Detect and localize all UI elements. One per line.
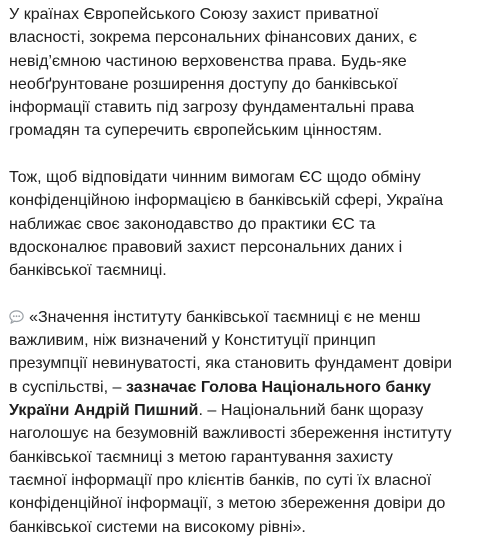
- text-line: [9, 306, 480, 329]
- speaker-attribution: зазначає Голова Національного банку: [125, 377, 432, 396]
- paragraph-ukraine-legislation: [9, 166, 480, 282]
- text-line: важливим, ніж визначений у Конституції принцип: [9, 331, 376, 350]
- text-line: інформації ставить під загрозу фундаментальні права: [9, 98, 415, 117]
- text-line: вдосконалює правовий захист персональних даних і: [9, 237, 403, 256]
- text-line: наголошує на безумовній важливості збереження інституту: [9, 424, 452, 443]
- text-line: конфіденційної інформації, з метою збереження довіри до: [9, 494, 446, 513]
- text-line: конфіденційною інформацією в банківській сфері, Україна: [9, 191, 444, 210]
- text-line: таємної інформації про клієнтів банків, по суті їх власної: [9, 470, 432, 489]
- text-line: необґрунтоване розширення доступу до банківської: [9, 74, 398, 93]
- text-line: [9, 399, 480, 422]
- paragraph-spacer: [9, 143, 480, 166]
- text-line: власності, зокрема персональних фінансових даних, є: [9, 28, 417, 47]
- quote-text: «Значення інституту банківської таємниці є не менш: [29, 307, 421, 326]
- paragraph-quote: [9, 306, 480, 539]
- quote-text: . – Національний банк щоразу: [198, 401, 424, 420]
- text-line: банківської таємниці.: [9, 261, 167, 280]
- text-line: невід’ємною частиною верховенства права. Будь-яке: [9, 51, 407, 70]
- text-line: банківської таємниці з метою гарантування захисту: [9, 447, 393, 466]
- paragraph-eu-privacy: [9, 3, 480, 143]
- text-line: презумпції невинуватості, яка становить фундамент довіри: [9, 354, 453, 373]
- text-line: громадян та суперечить європейським цінностям.: [9, 121, 383, 140]
- text-line: наближає своє законодавство до практики ЄС та: [9, 214, 376, 233]
- text-line: банківської системи на високому рівні».: [9, 517, 306, 536]
- text-line: Тож, щоб відповідати чинним вимогам ЄС щодо обміну: [9, 168, 421, 187]
- quote-text: в суспільстві, –: [9, 377, 126, 396]
- paragraph-spacer: [9, 283, 480, 306]
- text-line: У країнах Європейського Союзу захист приватної: [9, 5, 379, 23]
- speaker-name: України Андрій Пишний: [9, 401, 199, 420]
- text-line: [9, 376, 480, 399]
- speech-bubble-icon: [9, 310, 24, 324]
